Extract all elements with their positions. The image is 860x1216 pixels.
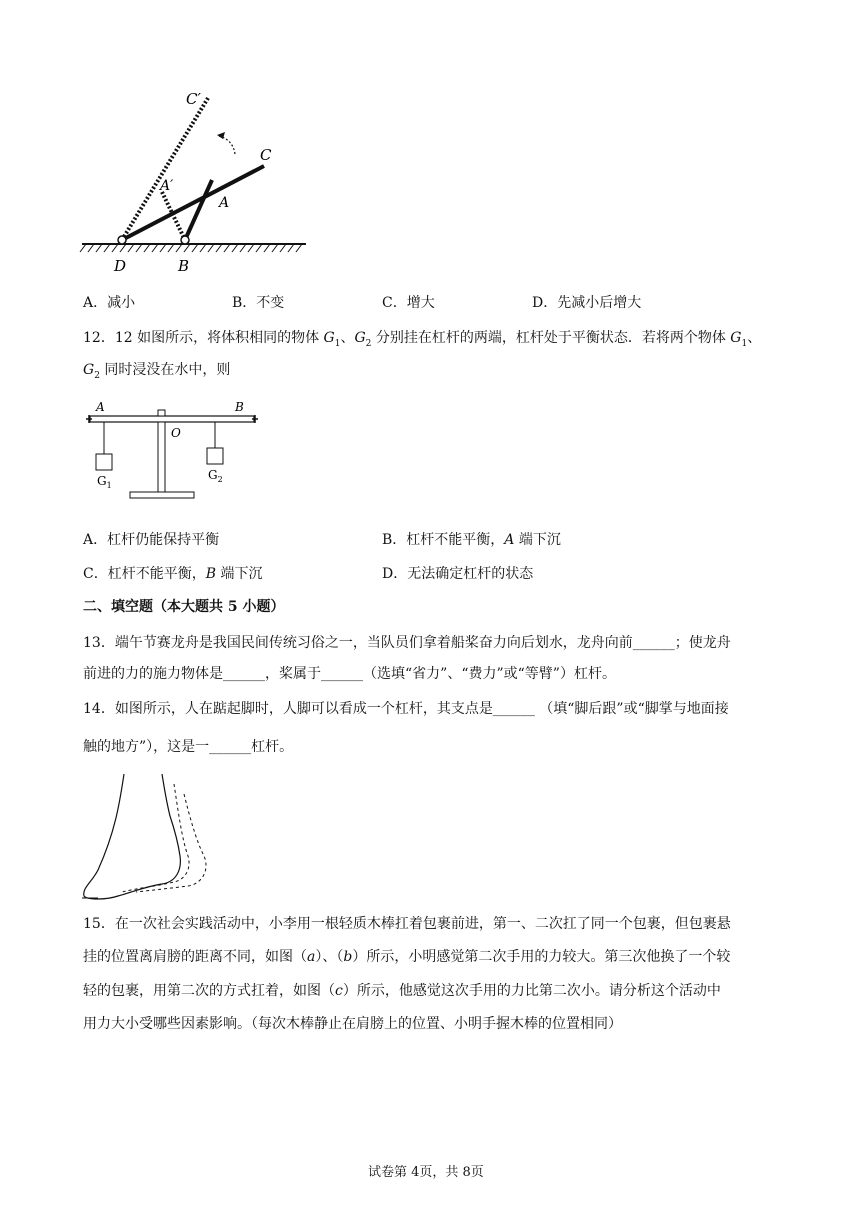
- balance-lever-figure: [82, 396, 262, 506]
- stand-post: [158, 422, 165, 492]
- q15-line3: 轻的包裹，用第二次的方式扛着，如图（c）所示，他感觉这次手用的力比第二次小。请分析这个活动中: [83, 983, 721, 999]
- foot-outline-dotted-2: [136, 794, 206, 892]
- q15-line2: 挂的位置离肩膀的距离不同，如图（a）、（b）所示，小明感觉第二次手用的力较大。第三次他换了一个较: [83, 949, 731, 965]
- q13-line1: 13．端午节赛龙舟是我国民间传统习俗之一，当队员们拿着船桨奋力向后划水，龙舟向前______；使龙舟: [83, 635, 731, 651]
- section-heading: 二、填空题（本大题共 5 小题）: [83, 599, 285, 615]
- q13-line2: 前进的力的施力物体是______，桨属于______（选填“省力”、“费力”或“等臂”）杠杆。: [83, 666, 616, 682]
- q11-option-c[interactable]: C．增大: [382, 295, 435, 311]
- q14-line2: 触的地方”），这是一______杠杆。: [83, 739, 294, 755]
- q12-option-c[interactable]: C．杠杆不能平衡，B 端下沉: [83, 566, 263, 582]
- q11-option-a[interactable]: A．减小: [83, 295, 136, 311]
- q15-line4: 用力大小受哪些因素影响。（每次木棒静止在肩膀上的位置、小明手握木棒的位置相同）: [83, 1016, 622, 1032]
- q11-option-d[interactable]: D．先减小后增大: [532, 295, 642, 311]
- q12-option-d[interactable]: D．无法确定杠杆的状态: [382, 566, 534, 582]
- label-a-end: A: [96, 400, 105, 414]
- stand-base: [130, 492, 194, 498]
- foot-outline-solid: [84, 774, 181, 899]
- lever-solid: [122, 166, 264, 240]
- label-c-prime: C′: [186, 90, 201, 108]
- foot-outline-dotted-1: [122, 784, 189, 892]
- ground-hatching: [80, 244, 302, 252]
- label-g2: $G_2$: [208, 468, 223, 484]
- strut-solid: [185, 180, 212, 240]
- lever-rotation-figure: [78, 88, 318, 278]
- weight-g2: [207, 448, 223, 464]
- label-d: D: [114, 257, 127, 275]
- rotation-arrow: [219, 136, 235, 154]
- q14-line1: 14．如图所示，人在踮起脚时，人脚可以看成一个杠杆，其支点是______ （填“脚后跟”或“脚掌与地面接: [83, 701, 729, 717]
- q15-line1: 15．在一次社会实践活动中，小李用一根轻质木棒扛着包裹前进，第一、二次扛了同一个包裹，但包裹悬: [83, 916, 731, 932]
- q11-option-b[interactable]: B．不变: [232, 295, 285, 311]
- label-g1: $G_1$: [97, 474, 112, 490]
- q12-stem-line2: $G_2$ 同时浸没在水中，则: [83, 362, 231, 381]
- q12-stem-line1: 12．12 如图所示，将体积相同的物体 $G_1$、$G_2$ 分别挂在杠杆的两端，杠杆处于平衡状态．若将两个物体 $G_1$、: [83, 330, 762, 349]
- label-a-prime: A′: [160, 178, 174, 194]
- label-a: A: [219, 195, 230, 211]
- label-b: B: [178, 257, 190, 275]
- weight-g1: [96, 454, 112, 470]
- q12-option-a[interactable]: A．杠杆仍能保持平衡: [83, 532, 220, 548]
- fulcrum-pin: [158, 410, 165, 416]
- label-b-end: B: [235, 400, 244, 414]
- lever-beam: [90, 416, 254, 422]
- page-footer: 试卷第 4页，共 8页: [368, 1165, 484, 1180]
- label-o: O: [171, 426, 181, 440]
- label-c: C: [260, 146, 272, 164]
- pivot-b: [181, 236, 189, 244]
- foot-figure: [78, 770, 218, 902]
- pivot-d: [118, 236, 126, 244]
- q12-option-b[interactable]: B．杠杆不能平衡，A 端下沉: [382, 532, 561, 548]
